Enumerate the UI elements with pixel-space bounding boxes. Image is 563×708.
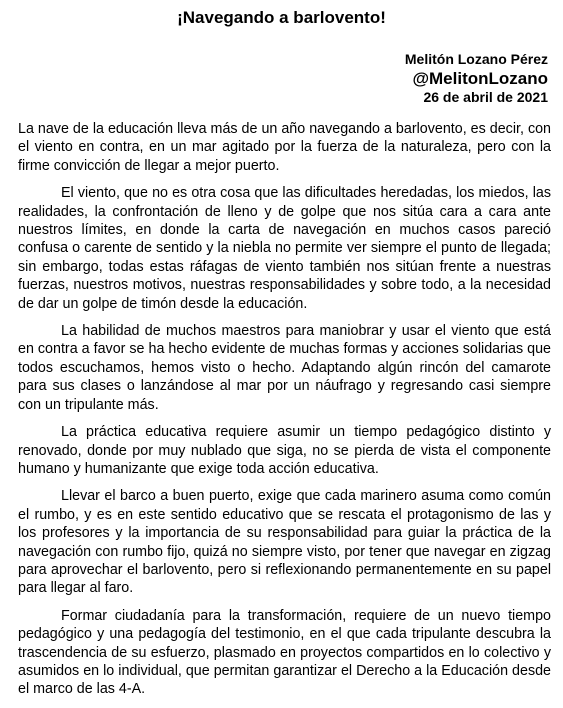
paragraph-4: La práctica educativa requiere asumir un tiempo pedagógico distinto y renovado, donde por muy nublado que siga, no se pierda de vista el componente humano y humanizante que exige toda acción educativa.: [18, 424, 551, 477]
paragraph-6: Formar ciudadanía para la transformación, requiere de un nuevo tiempo pedagógico y una pedagogía del testimonio, en el que cada tripulante descubra la trascendencia de su esfuerzo, plasmado en proyectos compartidos en lo colectivo y asumidos en lo individual, que permitan garantizar el Derecho a la Educación desde el marco de las 4-A.: [18, 607, 551, 698]
article-body: [18, 120, 551, 708]
author-name: Melitón Lozano Pérez: [404, 51, 548, 67]
paragraph-2: El viento, que no es otra cosa que las dificultades heredadas, los miedos, las realidades, la confrontación de lleno y de golpe que nos sitúa cara a cara ante nuestros límites, en donde la carta de navegación en muchos casos pareció confusa o carente de sentido y la niebla no permite ver siempre el punto de llegada; sin embargo, todas estas ráfagas de viento también nos sitúan frente a nuestras fuerzas, nuestros motivos, nuestras responsabilidades y sobre todo, a la necesidad de dar un golpe de timón desde la educación.: [18, 185, 551, 312]
author-handle: @MelitonLozano: [412, 69, 548, 88]
byline: [405, 50, 548, 107]
paragraph-3: La habilidad de muchos maestros para maniobrar y usar el viento que está en contra a favor se ha hecho evidente de muchas formas y acciones solidarias que todos escuchamos, hemos visto o hecho. Adaptando algún rincón del camarote para sus clases o lanzándose al mar por un náufrago y regresando casi siempre con un tripulante más.: [18, 323, 551, 413]
paragraph-5: Llevar el barco a buen puerto, exige que cada marinero asuma como común el rumbo, y es en este sentido educativo que se rescata el protagonismo de las y los profesores y la importancia de su responsabilidad para guiar la práctica de la navegación con rumbo fijo, quizá no siempre visto, por tener que navegar en zigzag para aprovechar el barlovento, pero si reflexionando permanentemente en su papel para llegar al faro.: [18, 488, 551, 597]
publication-date: 26 de abril de 2021: [423, 89, 548, 105]
article-title: ¡Navegando a barlovento!: [177, 8, 386, 27]
paragraph-1: La nave de la educación lleva más de un año navegando a barlovento, es decir, con el viento en contra, en un mar agitado por la fuerza de la naturaleza, pero con la firme convicción de llegar a mejor puerto.: [18, 121, 551, 174]
